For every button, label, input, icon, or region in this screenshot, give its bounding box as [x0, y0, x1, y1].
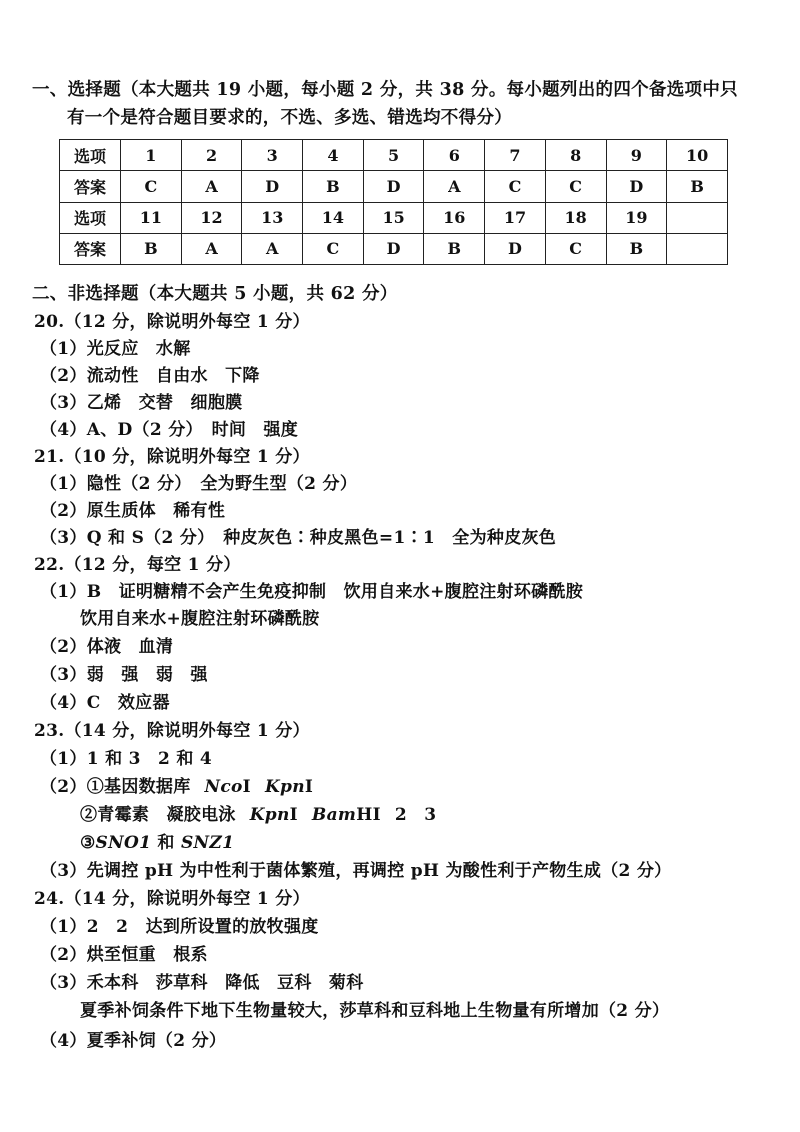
q24-answer-3: （3）禾本科 莎草科 降低 豆科 菊科	[40, 973, 364, 993]
table-cell: D	[606, 171, 667, 202]
answer-table	[59, 139, 728, 265]
enzyme-bam: Bam	[311, 805, 357, 825]
row-label-answer: 答案	[60, 233, 121, 264]
q23-answer-2c	[80, 828, 234, 853]
section1-title-line2: 有一个是符合题目要求的，不选、多选、错选均不得分）	[67, 108, 512, 128]
q20-answer-4: （4）A、D（2 分） 时间 强度	[40, 420, 299, 440]
table-cell: 17	[485, 202, 546, 233]
q21-answer-2: （2）原生质体 稀有性	[40, 501, 226, 521]
q24-answer-4: （4）夏季补饲（2 分）	[40, 1031, 227, 1051]
q24-answer-2: （2）烘至恒重 根系	[40, 945, 208, 965]
table-row	[60, 202, 728, 233]
gene-snz1: SNZ1	[180, 833, 235, 853]
enzyme-kpn: Kpn	[264, 777, 305, 797]
table-cell: D	[363, 233, 424, 264]
table-cell: 14	[303, 202, 364, 233]
table-cell: 9	[606, 140, 667, 171]
q24-answer-3-continued: 夏季补饲条件下地下生物量较大，莎草科和豆科地上生物量有所增加（2 分）	[80, 1001, 670, 1021]
table-cell: C	[485, 171, 546, 202]
table-cell: B	[667, 171, 728, 202]
q21-answer-3: （3）Q 和 S（2 分） 种皮灰色∶种皮黑色=1∶1 全为种皮灰色	[40, 528, 557, 548]
q23-answer-2b-numbers: 2 3	[394, 805, 437, 825]
table-cell: B	[424, 233, 485, 264]
q23-answer-1: （1）1 和 3 2 和 4	[40, 749, 213, 769]
table-cell: 15	[363, 202, 424, 233]
table-cell: A	[242, 233, 303, 264]
enzyme-nco: Nco	[204, 777, 243, 797]
q20-answer-2: （2）流动性 自由水 下降	[40, 366, 260, 386]
table-cell: A	[424, 171, 485, 202]
table-cell: 1	[121, 140, 182, 171]
table-cell: C	[545, 171, 606, 202]
q22-answer-4: （4）C 效应器	[40, 693, 170, 713]
table-cell	[667, 233, 728, 264]
table-row	[60, 171, 728, 202]
enzyme-kpn: Kpn	[249, 805, 290, 825]
q21-heading: 21.（10 分，除说明外每空 1 分）	[34, 447, 310, 467]
table-cell: 16	[424, 202, 485, 233]
q23-heading: 23.（14 分，除说明外每空 1 分）	[34, 721, 310, 741]
table-cell: 13	[242, 202, 303, 233]
roman-numeral: Ⅰ	[242, 777, 251, 797]
table-row	[60, 140, 728, 171]
table-cell: 6	[424, 140, 485, 171]
table-cell: A	[181, 233, 242, 264]
table-cell: D	[363, 171, 424, 202]
table-cell: 12	[181, 202, 242, 233]
table-cell: D	[242, 171, 303, 202]
row-label-answer: 答案	[60, 171, 121, 202]
conjunction-and: 和	[157, 833, 175, 853]
circled-3: ③	[80, 833, 96, 853]
table-cell: 4	[303, 140, 364, 171]
gene-sno1: SNO1	[95, 833, 152, 853]
table-cell	[667, 202, 728, 233]
q22-answer-2: （2）体液 血清	[40, 637, 174, 657]
q23-answer-2b	[80, 800, 436, 825]
section1-title-line1: 一、选择题（本大题共 19 小题，每小题 2 分，共 38 分。每小题列出的四个备选项中只	[32, 80, 738, 100]
row-label-option: 选项	[60, 202, 121, 233]
q20-answer-3: （3）乙烯 交替 细胞膜	[40, 393, 243, 413]
q20-heading: 20.（12 分，除说明外每空 1 分）	[34, 312, 310, 332]
table-cell: 11	[121, 202, 182, 233]
roman-numeral: Ⅰ	[304, 777, 314, 797]
table-cell: D	[485, 233, 546, 264]
table-cell: 5	[363, 140, 424, 171]
table-cell: 2	[181, 140, 242, 171]
roman-numeral: Ⅰ	[372, 805, 381, 825]
q22-answer-1-continued: 饮用自来水+腹腔注射环磷酰胺	[80, 609, 320, 629]
table-cell: 18	[545, 202, 606, 233]
table-cell: 19	[606, 202, 667, 233]
table-cell: C	[545, 233, 606, 264]
roman-numeral: Ⅰ	[289, 805, 298, 825]
table-cell: B	[303, 171, 364, 202]
table-cell: C	[303, 233, 364, 264]
q24-heading: 24.（14 分，除说明外每空 1 分）	[34, 889, 310, 909]
table-cell: 7	[485, 140, 546, 171]
q22-answer-3: （3）弱 强 弱 强	[40, 665, 208, 685]
table-cell: C	[121, 171, 182, 202]
table-cell: B	[121, 233, 182, 264]
q23-answer-2	[40, 772, 313, 797]
table-cell: 3	[242, 140, 303, 171]
q21-answer-1: （1）隐性（2 分） 全为野生型（2 分）	[40, 474, 358, 494]
q23-answer-2-text: （2）①基因数据库	[40, 777, 191, 797]
table-cell: A	[181, 171, 242, 202]
table-row	[60, 233, 728, 264]
enzyme-bam-h: H	[356, 805, 373, 825]
q23-answer-3: （3）先调控 pH 为中性利于菌体繁殖，再调控 pH 为酸性利于产物生成（2 分）	[40, 861, 672, 881]
row-label-option: 选项	[60, 140, 121, 171]
q22-heading: 22.（12 分，每空 1 分）	[34, 555, 241, 575]
q23-answer-2b-text: ②青霉素 凝胶电泳	[80, 805, 236, 825]
table-cell: B	[606, 233, 667, 264]
table-cell: 10	[667, 140, 728, 171]
q20-answer-1: （1）光反应 水解	[40, 339, 191, 359]
section2-title: 二、非选择题（本大题共 5 小题，共 62 分）	[32, 284, 398, 304]
table-cell: 8	[545, 140, 606, 171]
q24-answer-1: （1）2 2 达到所设置的放牧强度	[40, 917, 319, 937]
q22-answer-1: （1）B 证明糖精不会产生免疫抑制 饮用自来水+腹腔注射环磷酰胺	[40, 582, 584, 602]
